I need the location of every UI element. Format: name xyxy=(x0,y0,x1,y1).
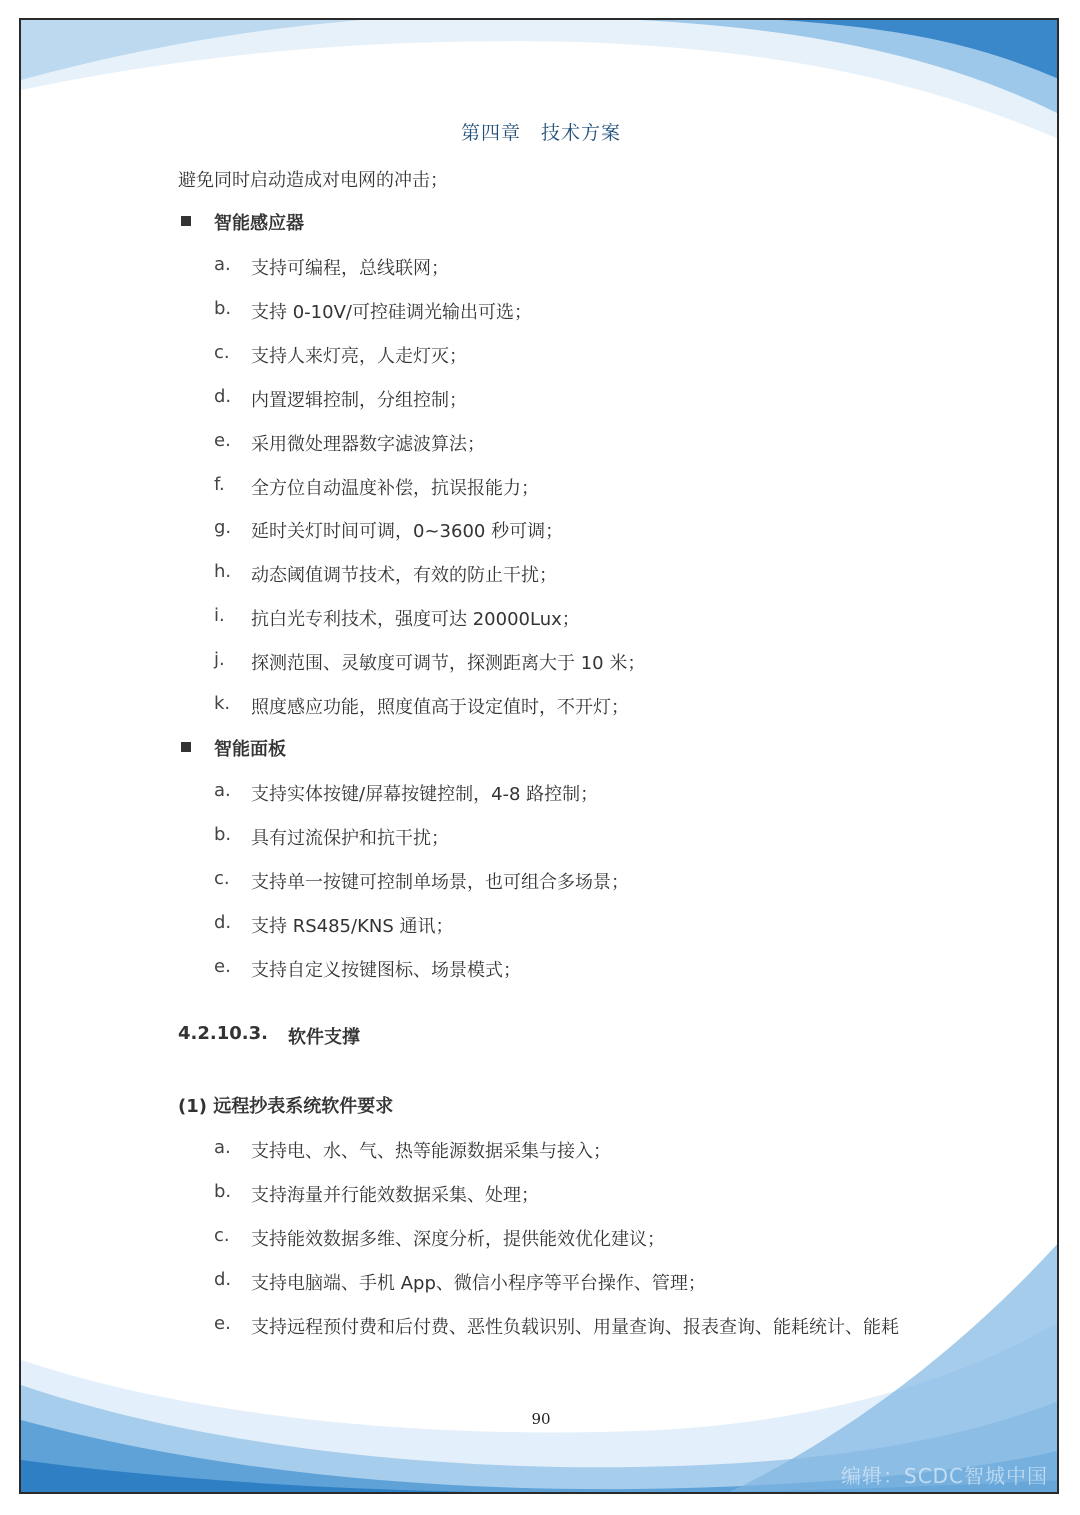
list-label: g. xyxy=(214,517,232,538)
list-label: f. xyxy=(214,474,225,495)
list-label: h. xyxy=(214,561,232,582)
page-frame xyxy=(19,18,1059,1494)
list-item: 具有过流保护和抗干扰； xyxy=(251,828,449,849)
list-label: a. xyxy=(214,1137,231,1158)
list-item: 支持能效数据多维、深度分析，提供能效优化建议； xyxy=(251,1229,665,1250)
list-label: c. xyxy=(214,1225,230,1246)
list-item: 支持远程预付费和后付费、恶性负载识别、用量查询、报表查询、能耗统计、能耗 xyxy=(251,1317,899,1338)
list-label: c. xyxy=(214,342,230,363)
subheading: (1) 远程抄表系统软件要求 xyxy=(178,1096,394,1117)
list-item: 内置逻辑控制，分组控制； xyxy=(251,390,467,411)
list-label: c. xyxy=(214,868,230,889)
chapter-title: 第四章 技术方案 xyxy=(460,122,621,144)
list-item: 支持海量并行能效数据采集、处理； xyxy=(251,1185,539,1206)
list-item: 全方位自动温度补偿，抗误报能力； xyxy=(251,478,539,499)
list-item: 支持单一按键可控制单场景，也可组合多场景； xyxy=(251,872,629,893)
list-item: 支持可编程，总线联网； xyxy=(251,258,449,279)
subsection-title: 软件支撑 xyxy=(288,1027,360,1048)
watermark: 编辑：SCDC智城中国 xyxy=(841,1464,1049,1488)
list-label: e. xyxy=(214,430,231,451)
list-item: 支持自定义按键图标、场景模式； xyxy=(251,960,521,981)
subsection-number: 4.2.10.3. xyxy=(178,1023,268,1044)
list-item: 支持 0-10V/可控硅调光输出可选； xyxy=(251,302,532,323)
square-bullet-icon xyxy=(181,742,191,752)
list-label: a. xyxy=(214,254,231,275)
section-title: 智能感应器 xyxy=(214,213,304,234)
list-label: b. xyxy=(214,298,232,319)
list-item: 支持实体按键/屏幕按键控制，4-8 路控制； xyxy=(251,784,599,805)
list-item: 动态阈值调节技术，有效的防止干扰； xyxy=(251,565,557,586)
list-item: 采用微处理器数字滤波算法； xyxy=(251,434,485,455)
list-label: i. xyxy=(214,605,225,626)
list-label: d. xyxy=(214,912,232,933)
intro-text: 避免同时启动造成对电网的冲击； xyxy=(178,170,448,191)
list-item: 延时关灯时间可调，0~3600 秒可调； xyxy=(251,521,564,542)
list-item: 探测范围、灵敏度可调节，探测距离大于 10 米； xyxy=(251,653,646,674)
list-item: 照度感应功能，照度值高于设定值时，不开灯； xyxy=(251,697,629,718)
list-item: 支持 RS485/KNS 通讯； xyxy=(251,916,454,937)
square-bullet-icon xyxy=(181,216,191,226)
list-label: k. xyxy=(214,693,231,714)
list-item: 支持电脑端、手机 App、微信小程序等平台操作、管理； xyxy=(251,1273,706,1294)
list-label: d. xyxy=(214,386,232,407)
list-label: e. xyxy=(214,1313,231,1334)
list-label: b. xyxy=(214,824,232,845)
page-number: 90 xyxy=(531,1410,551,1428)
list-label: j. xyxy=(214,649,225,670)
section-title: 智能面板 xyxy=(214,739,286,760)
list-label: a. xyxy=(214,780,231,801)
list-item: 支持人来灯亮，人走灯灭； xyxy=(251,346,467,367)
list-label: b. xyxy=(214,1181,232,1202)
list-item: 支持电、水、气、热等能源数据采集与接入； xyxy=(251,1141,611,1162)
list-label: d. xyxy=(214,1269,232,1290)
list-item: 抗白光专利技术，强度可达 20000Lux； xyxy=(251,609,580,630)
list-label: e. xyxy=(214,956,231,977)
